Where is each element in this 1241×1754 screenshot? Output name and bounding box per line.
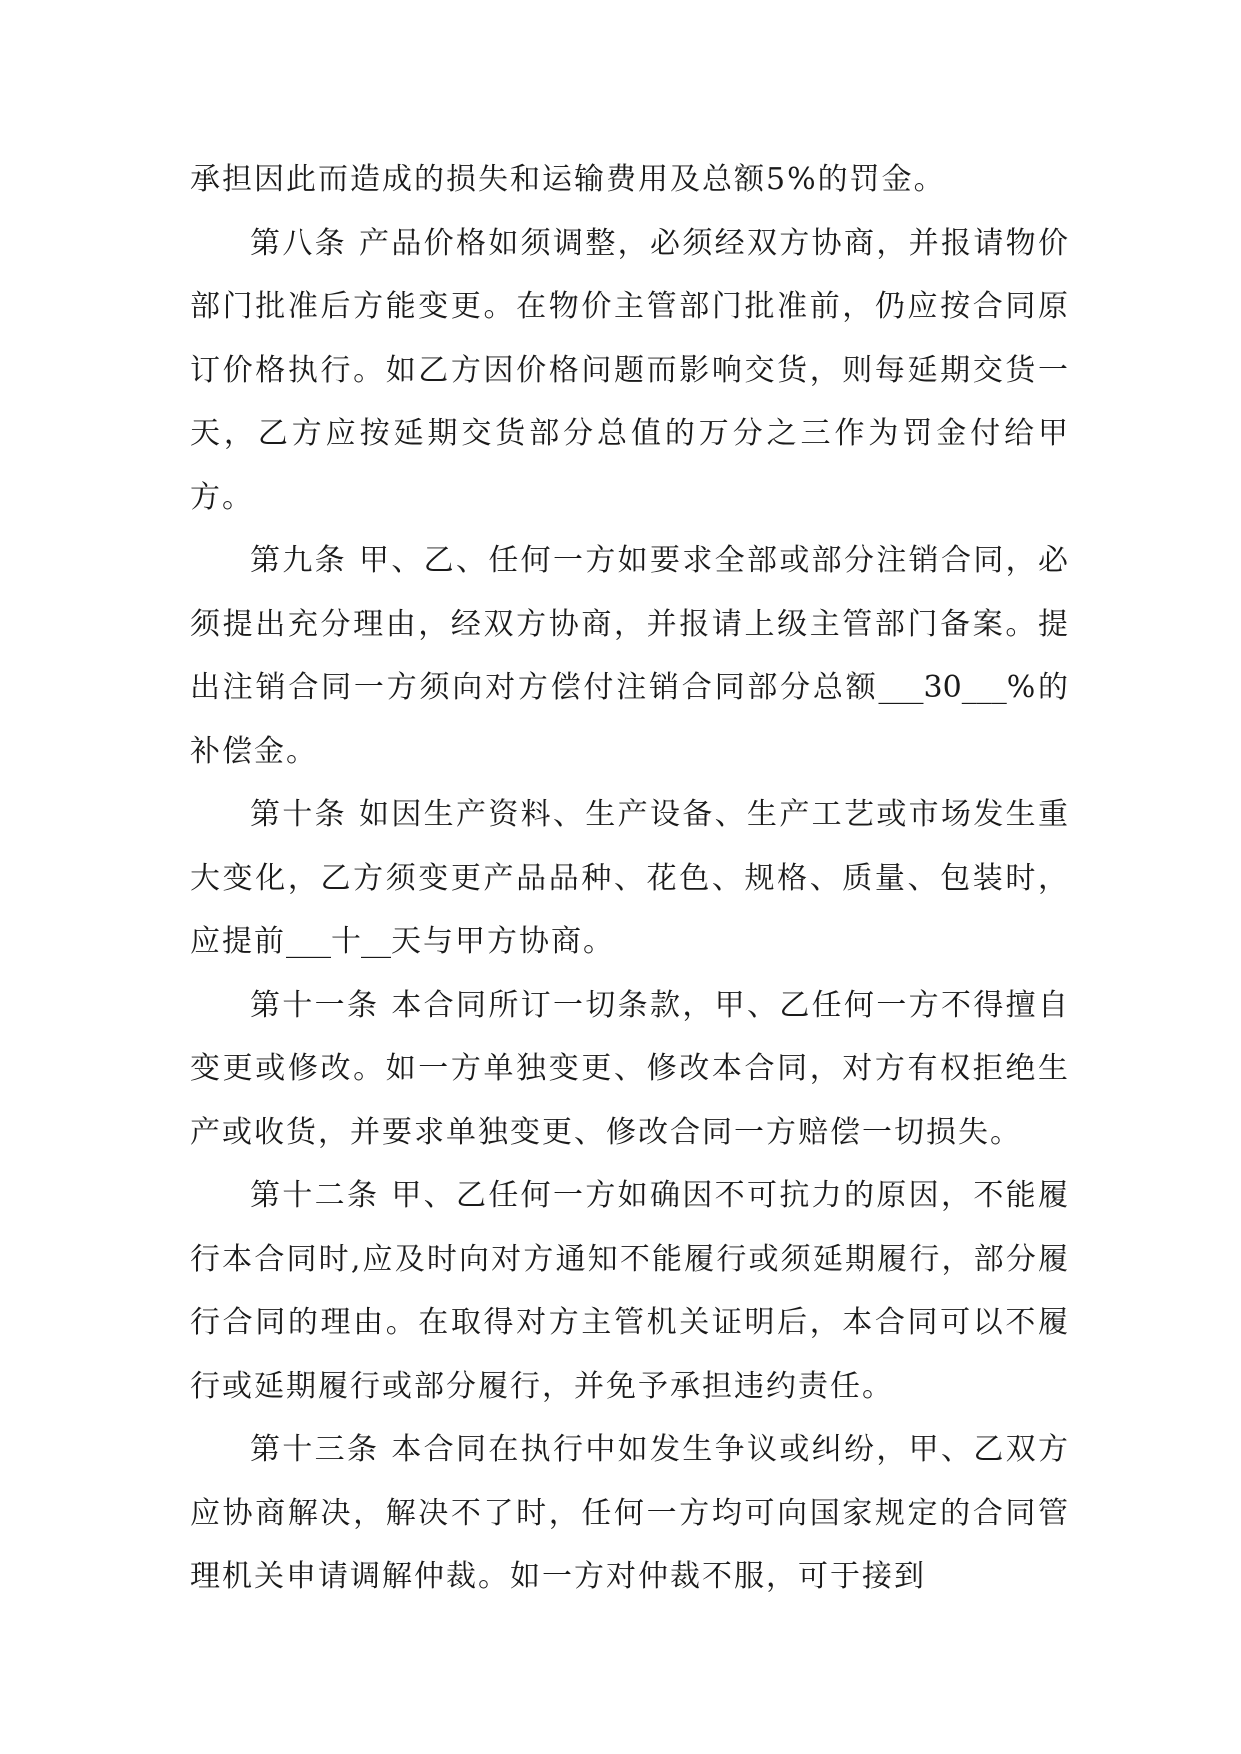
article-10 [190, 783, 1070, 974]
paragraph-continuation [190, 148, 1070, 212]
article-8 [190, 212, 1070, 530]
paragraph-text: 产品价格如须调整，必须经双方协商，并报请物价部门批准后方能变更。在物价主管部门批准前，仍应按合同原订价格执行。如乙方因价格问题而影响交货，则每延期交货一天，乙方应按延期交货部分总值的万分之三作为罚金付给甲方。 [190, 225, 1070, 515]
paragraph-text: 本合同在执行中如发生争议或纠纷，甲、乙双方应协商解决，解决不了时，任何一方均可向国家规定的合同管理机关申请调解仲裁。如一方对仲裁不服，可于接到 [190, 1432, 1071, 1594]
article-12 [190, 1164, 1070, 1418]
paragraph-text: 甲、乙任何一方如确因不可抗力的原因，不能履行本合同时,应及时向对方通知不能履行或须延期履行，部分履行合同的理由。在取得对方主管机关证明后，本合同可以不履行或延期履行或部分履行，并免予承担违约责任。 [190, 1178, 1071, 1404]
paragraph-text: 如因生产资料、生产设备、生产工艺或市场发生重大变化，乙方须变更产品品种、花色、规格、质量、包装时，应提前 [190, 797, 1070, 959]
fill-in-blank: ___30___ [878, 670, 1007, 705]
paragraph-text: 本合同所订一切条款，甲、乙任何一方不得擅自变更或修改。如一方单独变更、修改本合同，对方有权拒绝生产或收货，并要求单独变更、修改合同一方赔偿一切损失。 [190, 987, 1071, 1150]
article-9 [190, 529, 1070, 783]
fill-in-blank: ___十__ [286, 924, 391, 959]
article-label: 第十一条 [250, 987, 380, 1023]
contract-page [190, 148, 1070, 1609]
paragraph-text-after: 天与甲方协商。 [391, 924, 615, 959]
article-label: 第八条 [250, 225, 347, 261]
paragraph-text: 承担因此而造成的损失和运输费用及总额5%的罚金。 [190, 162, 946, 197]
article-label: 第十三条 [250, 1432, 380, 1467]
article-label: 第十条 [250, 797, 347, 832]
article-label: 第十二条 [250, 1178, 380, 1213]
paragraph-text-after: %的补偿金。 [190, 670, 1070, 769]
article-label: 第九条 [250, 543, 347, 578]
article-11 [190, 974, 1070, 1165]
article-13 [190, 1418, 1070, 1609]
paragraph-text: 甲、乙、任何一方如要求全部或部分注销合同，必须提出充分理由，经双方协商，并报请上级主管部门备案。提出注销合同一方须向对方偿付注销合同部分总额 [190, 543, 1070, 705]
